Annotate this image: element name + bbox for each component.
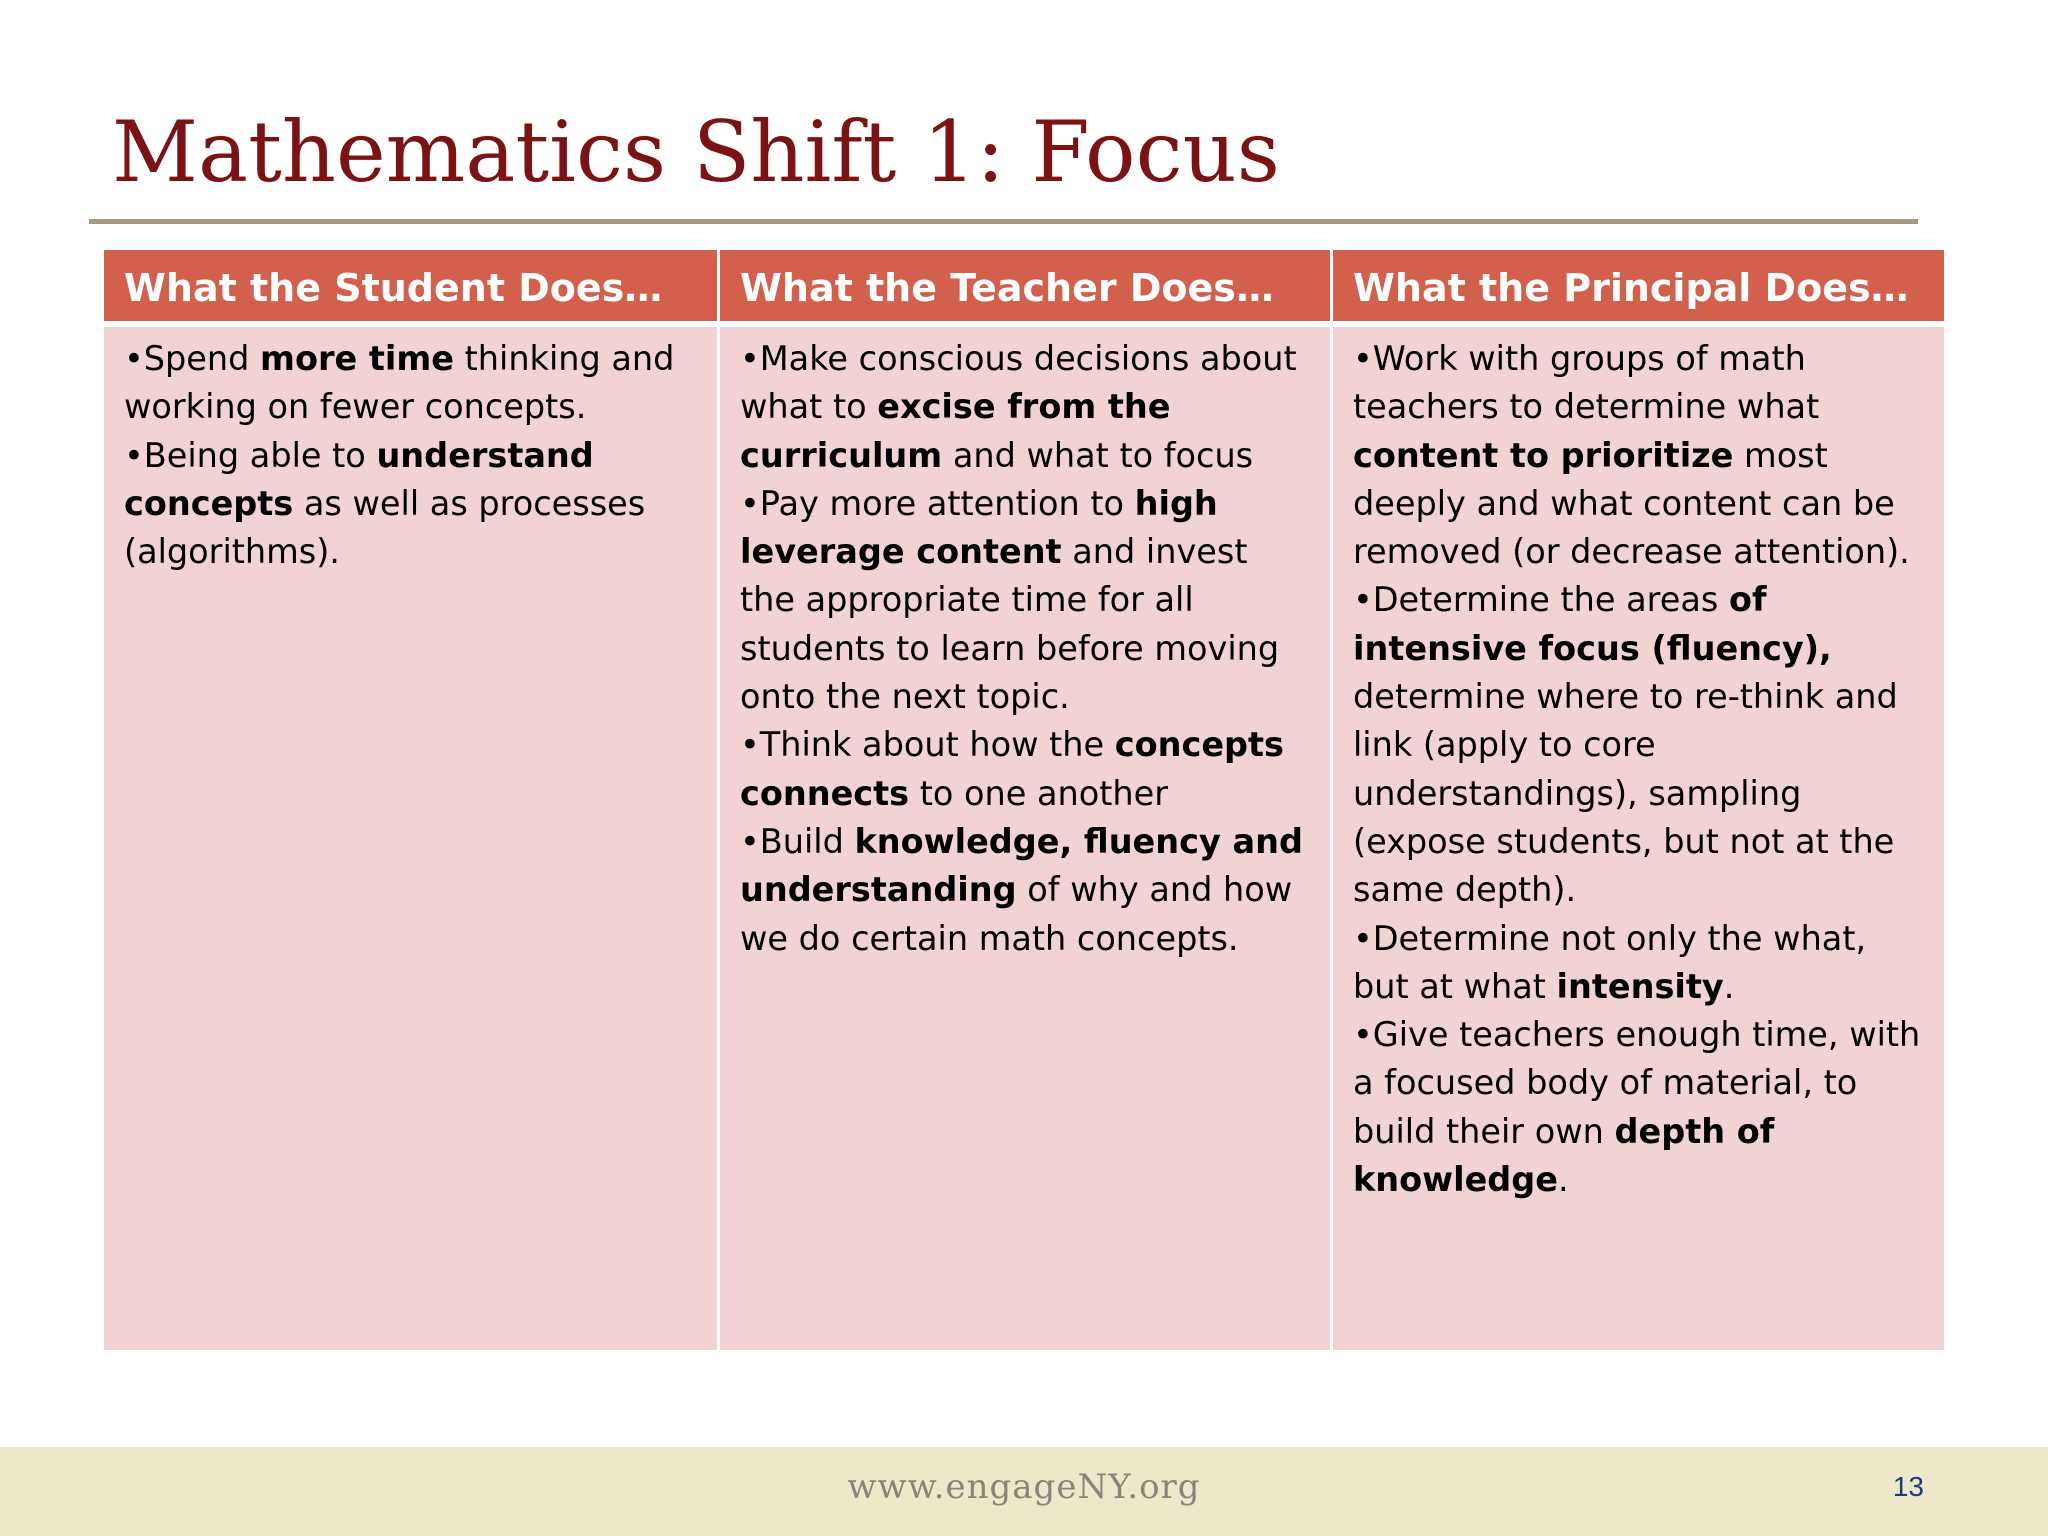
- bullet-text: •Work with groups of math teachers to determine what: [1353, 339, 1820, 427]
- bullet-emphasis: content to prioritize: [1353, 435, 1734, 475]
- bullet-text: •Being able to: [124, 435, 377, 475]
- bullet-text: .: [1557, 1160, 1569, 1200]
- cell-teacher: [717, 327, 1330, 1350]
- bullet-text: as well as processes (algorithms).: [124, 483, 646, 572]
- cell-principal: [1330, 327, 1944, 1350]
- bullet-item: [740, 818, 1310, 963]
- bullet-text: •Spend: [124, 339, 261, 378]
- bullet-emphasis: high leverage content: [740, 483, 1218, 572]
- bullet-emphasis: knowledge, fluency and understanding: [740, 821, 1303, 910]
- bullet-text: thinking and working on fewer concepts.: [124, 339, 675, 427]
- slide-title: Mathematics Shift 1: Focus: [112, 103, 1280, 201]
- bullet-text: •Pay more attention to: [740, 483, 1135, 523]
- bullet-item: [740, 480, 1310, 721]
- bullet-text: and invest the appropriate time for all students to learn before moving onto the next topic.: [740, 532, 1280, 717]
- bullet-text: •Give teachers enough time, with a focused body of material, to build their own: [1353, 1015, 1921, 1151]
- bullet-text: •Make conscious decisions about what to: [740, 339, 1297, 427]
- responsibilities-table: [104, 250, 1944, 1350]
- footer-bar: [0, 1447, 2048, 1536]
- bullet-text: •Think about how the: [740, 725, 1115, 765]
- bullet-item: [124, 432, 697, 577]
- bullet-emphasis: excise from the curriculum: [740, 387, 1171, 475]
- bullet-text: •Determine the areas: [1353, 580, 1729, 620]
- bullet-text: •Determine not only the what, but at what: [1353, 918, 1867, 1006]
- bullet-text: .: [1723, 966, 1735, 1006]
- bullet-item: [740, 335, 1310, 480]
- bullet-text: •Build: [740, 821, 855, 861]
- bullet-item: [1353, 335, 1924, 576]
- cell-student: [104, 327, 717, 1350]
- bullet-emphasis: understand concepts: [124, 435, 594, 523]
- bullet-item: [124, 335, 697, 432]
- footer-url: www.engageNY.org: [847, 1467, 1201, 1507]
- bullet-emphasis: of intensive focus (fluency),: [1353, 580, 1832, 668]
- bullet-emphasis: concepts connects: [740, 725, 1284, 813]
- bullet-text: and what to focus: [942, 435, 1254, 475]
- bullet-text: of why and how we do certain math concepts.: [740, 870, 1293, 958]
- bullet-emphasis: more time: [260, 339, 454, 378]
- bullet-item: [1353, 576, 1924, 914]
- bullet-item: [1353, 1011, 1924, 1204]
- title-divider: [89, 219, 1918, 224]
- bullet-text: determine where to re-think and link (apply to core understandings), sampling (expose students, but not at the same depth).: [1353, 677, 1898, 910]
- header-teacher: What the Teacher Does…: [717, 250, 1330, 327]
- bullet-item: [1353, 915, 1924, 1012]
- header-student: What the Student Does…: [104, 250, 717, 327]
- page-number: 13: [1892, 1471, 1924, 1502]
- bullet-text: to one another: [909, 773, 1169, 813]
- bullet-emphasis: depth of knowledge: [1353, 1111, 1775, 1200]
- header-principal: What the Principal Does…: [1330, 250, 1944, 327]
- bullet-item: [740, 721, 1310, 818]
- bullet-emphasis: intensity: [1556, 966, 1724, 1006]
- bullet-text: most deeply and what content can be removed (or decrease attention).: [1353, 435, 1910, 572]
